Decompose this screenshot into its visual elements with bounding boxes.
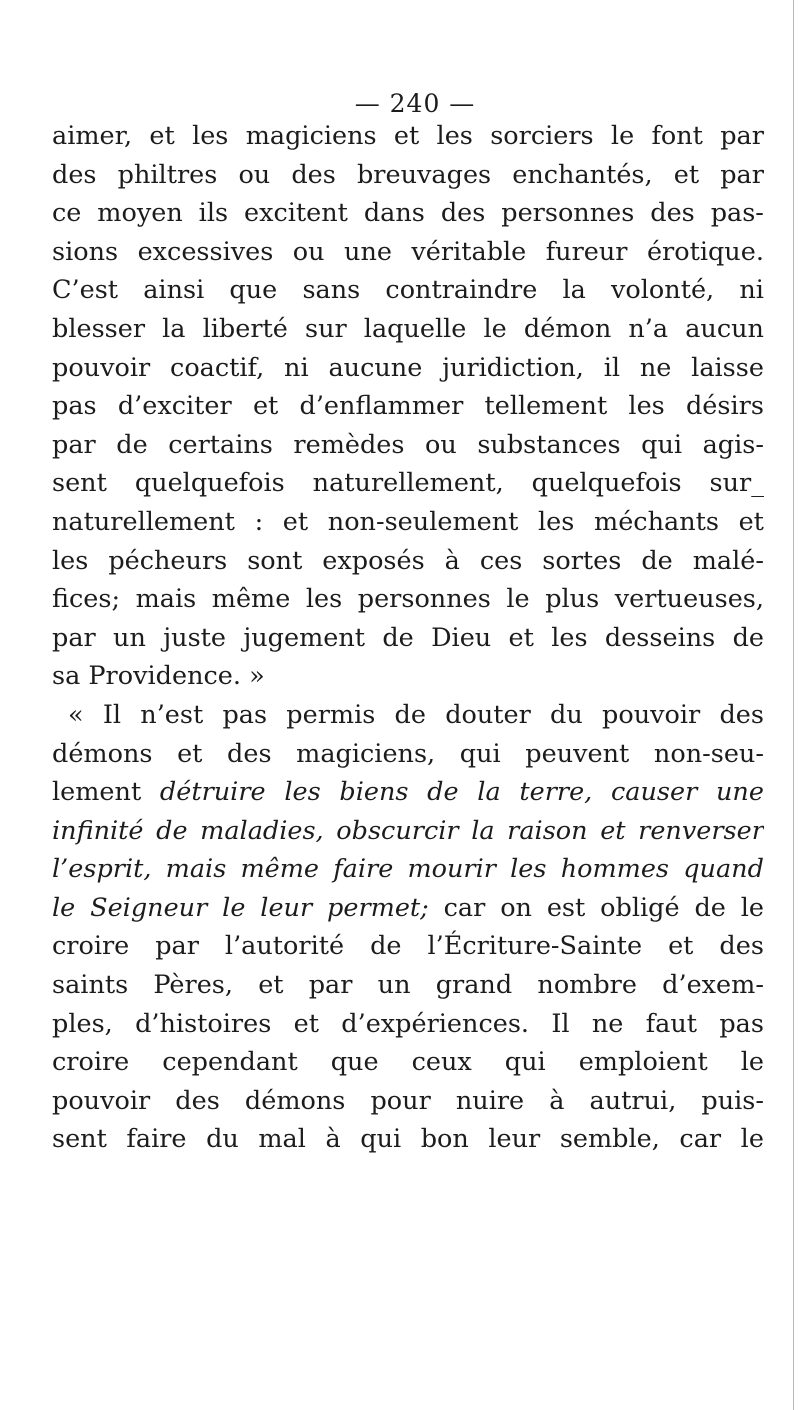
text-word: : <box>254 506 264 537</box>
text-word: pouvoir <box>52 352 151 383</box>
text-word: à <box>444 545 460 576</box>
text-word: mais <box>135 584 197 615</box>
text-word: les <box>628 391 665 422</box>
text-word: pas- <box>710 198 764 229</box>
text-line <box>52 387 764 426</box>
text-word: une <box>344 236 392 267</box>
text-word: la <box>162 313 186 344</box>
text-word: volonté, <box>611 275 715 306</box>
text-word: aucune <box>328 352 423 383</box>
text-line <box>52 349 764 388</box>
text-word: cependant <box>162 1047 298 1078</box>
text-word: par <box>155 931 199 962</box>
text-word: et <box>393 121 420 151</box>
text-line <box>52 271 764 310</box>
text-line <box>52 696 764 735</box>
text-word: un <box>113 622 146 653</box>
text-line <box>52 542 764 581</box>
text-word: breuvages <box>356 159 492 190</box>
text-word: non-seulement <box>327 506 519 537</box>
text-word: puis- <box>701 1085 764 1116</box>
text-word: qui <box>360 1124 402 1155</box>
text-word: pour <box>370 1085 431 1116</box>
text-word: et <box>258 970 284 1001</box>
text-word: et <box>673 159 700 190</box>
text-word: une <box>715 777 764 808</box>
text-word: semble, <box>559 1124 660 1155</box>
text-word: les <box>436 121 473 151</box>
text-word: l’Écriture-Sainte <box>427 931 643 962</box>
text-word: pas <box>719 1008 764 1039</box>
text-word: des <box>52 159 97 190</box>
text-word: « <box>68 699 84 730</box>
text-word: démons <box>244 1085 346 1116</box>
text-word: et <box>177 738 203 769</box>
text-word: par <box>720 121 764 151</box>
text-word: démon <box>523 313 612 344</box>
text-word: quand <box>683 854 764 885</box>
text-line <box>52 233 764 272</box>
text-word: d’histoires <box>135 1008 272 1039</box>
text-word: obligé <box>600 892 680 923</box>
text-word: excessives <box>137 236 274 267</box>
text-word: sans <box>302 275 361 306</box>
text-word: tellement <box>484 391 608 422</box>
text-word: par <box>720 159 764 190</box>
text-word: par <box>52 429 96 460</box>
text-word: ainsi <box>143 275 205 306</box>
text-word: dans <box>363 198 425 229</box>
text-word: même <box>240 854 320 885</box>
text-line <box>52 773 764 812</box>
text-word: d’enflammer <box>299 391 464 422</box>
text-word: pécheurs <box>108 545 228 576</box>
text-word: saints <box>52 970 129 1001</box>
text-word: fureur <box>545 236 628 267</box>
text-word: faire <box>126 1124 187 1155</box>
text-word: peuvent <box>525 738 630 769</box>
text-word: pouvoir <box>52 1085 151 1116</box>
page-number: — 240 — <box>354 89 476 118</box>
text-word: Seigneur <box>90 892 208 923</box>
text-line <box>52 310 764 349</box>
text-word: démons <box>52 738 153 769</box>
text-word: magiciens <box>245 121 377 151</box>
text-word: à <box>549 1085 565 1116</box>
text-word: enchantés, <box>512 159 653 190</box>
text-word: Pères, <box>153 970 233 1001</box>
text-word: car <box>679 1124 722 1155</box>
text-line <box>52 735 764 774</box>
text-line <box>52 580 764 619</box>
text-word: d’expériences. <box>341 1008 530 1039</box>
text-line <box>52 1005 764 1044</box>
text-word: qui <box>641 429 683 460</box>
text-word: fices; <box>52 584 121 615</box>
text-word: substances <box>477 429 621 460</box>
text-word: de <box>641 545 673 576</box>
text-word: des <box>719 931 764 962</box>
text-word: des <box>227 738 272 769</box>
text-word: la <box>471 815 495 846</box>
text-word: et <box>600 815 626 846</box>
text-word: pouvoir <box>602 699 701 730</box>
text-word: ni <box>739 275 764 306</box>
text-word: ce <box>52 198 82 229</box>
text-word: l’autorité <box>224 931 345 962</box>
text-word: bon <box>420 1124 469 1155</box>
text-word: liberté <box>202 313 288 344</box>
text-line <box>52 889 764 928</box>
text-word: agis- <box>702 429 764 460</box>
text-word: coactif, <box>170 352 265 383</box>
text-word: les <box>52 545 89 576</box>
text-word: jugement <box>243 622 366 653</box>
text-word: leur <box>260 892 313 923</box>
text-word: et <box>252 391 279 422</box>
text-word: exposés <box>322 545 425 576</box>
text-word: ne <box>639 352 672 383</box>
text-word: laisse <box>691 352 764 383</box>
text-word: biens <box>339 777 409 808</box>
text-word: le <box>740 1124 764 1155</box>
text-word: Il <box>551 1008 570 1039</box>
text-word: véritable <box>411 236 527 267</box>
text-line <box>52 503 764 542</box>
text-word: mourir <box>407 854 496 885</box>
text-word: nuire <box>455 1085 525 1116</box>
text-word: érotique. <box>646 236 764 267</box>
text-word: desseins <box>604 622 716 653</box>
text-word: non-seu- <box>653 738 764 769</box>
text-word: quelquefois <box>134 468 285 499</box>
text-line <box>52 812 764 851</box>
text-word: que <box>229 275 278 306</box>
text-word: C’est <box>52 275 119 306</box>
text-word: des <box>440 198 486 229</box>
text-word: maladies, <box>200 815 324 846</box>
text-word: un <box>377 970 411 1001</box>
text-word: sions <box>52 236 119 267</box>
text-line <box>52 117 764 156</box>
text-word: grand <box>435 970 513 1001</box>
text-word: ou <box>292 236 325 267</box>
text-word: les <box>305 584 343 615</box>
text-word: Dieu <box>431 622 492 653</box>
text-segment: sa Providence. » <box>52 661 265 692</box>
text-word: des <box>650 198 695 229</box>
text-word: malé- <box>692 545 764 576</box>
text-word: de <box>116 429 148 460</box>
text-word: permet; <box>327 892 429 923</box>
text-line <box>52 657 764 696</box>
text-word: vertueuses, <box>614 584 764 615</box>
text-word: aucun <box>685 313 764 344</box>
text-word: et <box>738 506 764 537</box>
text-word: par <box>308 970 353 1001</box>
text-word: raison <box>507 815 588 846</box>
text-word: de <box>156 815 188 846</box>
text-word: personnes <box>501 198 635 229</box>
text-word: sur <box>304 313 347 344</box>
text-word: pas <box>52 391 97 422</box>
text-word: ne <box>591 1008 624 1039</box>
text-word: Il <box>102 699 122 730</box>
text-line <box>52 156 764 195</box>
text-word: plus <box>545 584 600 615</box>
text-word: sent <box>52 468 107 499</box>
body-text <box>52 117 764 1159</box>
text-word: les <box>192 121 229 151</box>
text-word: ceux <box>411 1047 472 1078</box>
text-word: personnes <box>357 584 491 615</box>
text-word: la <box>562 275 586 306</box>
text-word: faire <box>333 854 394 885</box>
text-word: font <box>651 121 703 151</box>
text-word: sortes <box>542 545 622 576</box>
text-line <box>52 1043 764 1082</box>
text-word: que <box>330 1047 379 1078</box>
text-word: laquelle <box>363 313 467 344</box>
text-word: et <box>282 506 309 537</box>
text-word: l’esprit, <box>52 854 152 885</box>
text-line <box>52 850 764 889</box>
text-word: le <box>740 1047 764 1078</box>
text-word: blesser <box>52 313 146 344</box>
text-word: contraindre <box>385 275 538 306</box>
text-word: même <box>211 584 291 615</box>
text-line <box>52 927 764 966</box>
text-word: sent <box>52 1124 107 1155</box>
text-word: naturellement, <box>312 468 504 499</box>
text-word: des <box>719 699 764 730</box>
text-word: des <box>175 1085 220 1116</box>
text-word: détruire <box>159 777 266 808</box>
text-word: leur <box>488 1124 541 1155</box>
text-word: et <box>293 1008 319 1039</box>
text-word: à <box>325 1124 341 1155</box>
text-word: les <box>538 506 575 537</box>
text-line <box>52 619 764 658</box>
text-word: est <box>546 892 586 923</box>
text-word: aimer, <box>52 121 133 151</box>
text-word: mal <box>258 1124 306 1155</box>
text-word: de <box>382 622 414 653</box>
text-word: d’exciter <box>117 391 232 422</box>
text-word: car <box>443 892 486 923</box>
text-word: sur_ <box>709 468 764 499</box>
text-word: les <box>510 854 547 885</box>
text-word: permis <box>286 699 376 730</box>
text-word: causer <box>610 777 698 808</box>
text-word: les <box>551 622 588 653</box>
text-word: croire <box>52 931 130 962</box>
text-line <box>52 464 764 503</box>
text-word: philtres <box>117 159 218 190</box>
text-word: du <box>206 1124 239 1155</box>
text-word: d’exem- <box>662 970 764 1001</box>
text-word: de <box>427 777 459 808</box>
text-word: la <box>477 777 501 808</box>
text-word: le <box>740 892 764 923</box>
text-word: le <box>483 313 507 344</box>
text-word: renverser <box>638 815 764 846</box>
text-word: le <box>506 584 530 615</box>
text-word: mais <box>165 854 227 885</box>
text-line <box>52 1120 764 1159</box>
text-word: le <box>610 121 635 151</box>
text-word: le <box>222 892 246 923</box>
text-word: n’a <box>628 313 669 344</box>
text-word: méchants <box>594 506 719 537</box>
text-word: autrui, <box>589 1085 677 1116</box>
text-line <box>52 194 764 233</box>
text-word: ni <box>284 352 309 383</box>
text-word: lement <box>52 777 142 808</box>
text-word: obscurcir <box>336 815 459 846</box>
text-word: désirs <box>685 391 764 422</box>
text-word: ples, <box>52 1008 113 1039</box>
text-word: juste <box>163 622 226 653</box>
text-word: ces <box>479 545 523 576</box>
text-word: des <box>291 159 336 190</box>
text-word: qui <box>459 738 501 769</box>
text-word: par <box>52 622 96 653</box>
text-word: juridiction, <box>442 352 584 383</box>
text-word: du <box>550 699 583 730</box>
text-word: qui <box>504 1047 546 1078</box>
text-word: de <box>732 622 764 653</box>
text-word: magiciens, <box>296 738 436 769</box>
page-edge-line <box>793 0 794 1410</box>
text-word: infinité <box>52 815 144 846</box>
text-word: sorciers <box>490 121 594 151</box>
text-word: terre, <box>519 777 593 808</box>
text-word: les <box>284 777 321 808</box>
text-word: remèdes <box>293 429 405 460</box>
text-word: croire <box>52 1047 130 1078</box>
text-word: on <box>500 892 532 923</box>
text-line <box>52 966 764 1005</box>
text-word: moyen <box>97 198 183 229</box>
text-word: le <box>52 892 76 923</box>
text-word: hommes <box>560 854 670 885</box>
text-word: de <box>394 699 426 730</box>
text-word: pas <box>222 699 268 730</box>
text-line <box>52 426 764 465</box>
text-word: et <box>149 121 175 151</box>
text-word: nombre <box>537 970 637 1001</box>
text-word: quelquefois <box>531 468 682 499</box>
text-word: de <box>694 892 726 923</box>
text-word: naturellement <box>52 506 235 537</box>
text-word: sont <box>247 545 303 576</box>
text-word: il <box>603 352 620 383</box>
text-word: et <box>668 931 694 962</box>
text-word: certains <box>168 429 273 460</box>
text-word: ou <box>425 429 457 460</box>
text-word: de <box>370 931 402 962</box>
text-word: ou <box>238 159 271 190</box>
text-word: faut <box>645 1008 698 1039</box>
text-word: excitent <box>244 198 348 229</box>
text-line <box>52 1082 764 1121</box>
text-word: n’est <box>140 699 204 730</box>
text-word: douter <box>445 699 531 730</box>
text-word: emploient <box>578 1047 708 1078</box>
text-word: et <box>508 622 534 653</box>
text-word: ils <box>198 198 229 229</box>
